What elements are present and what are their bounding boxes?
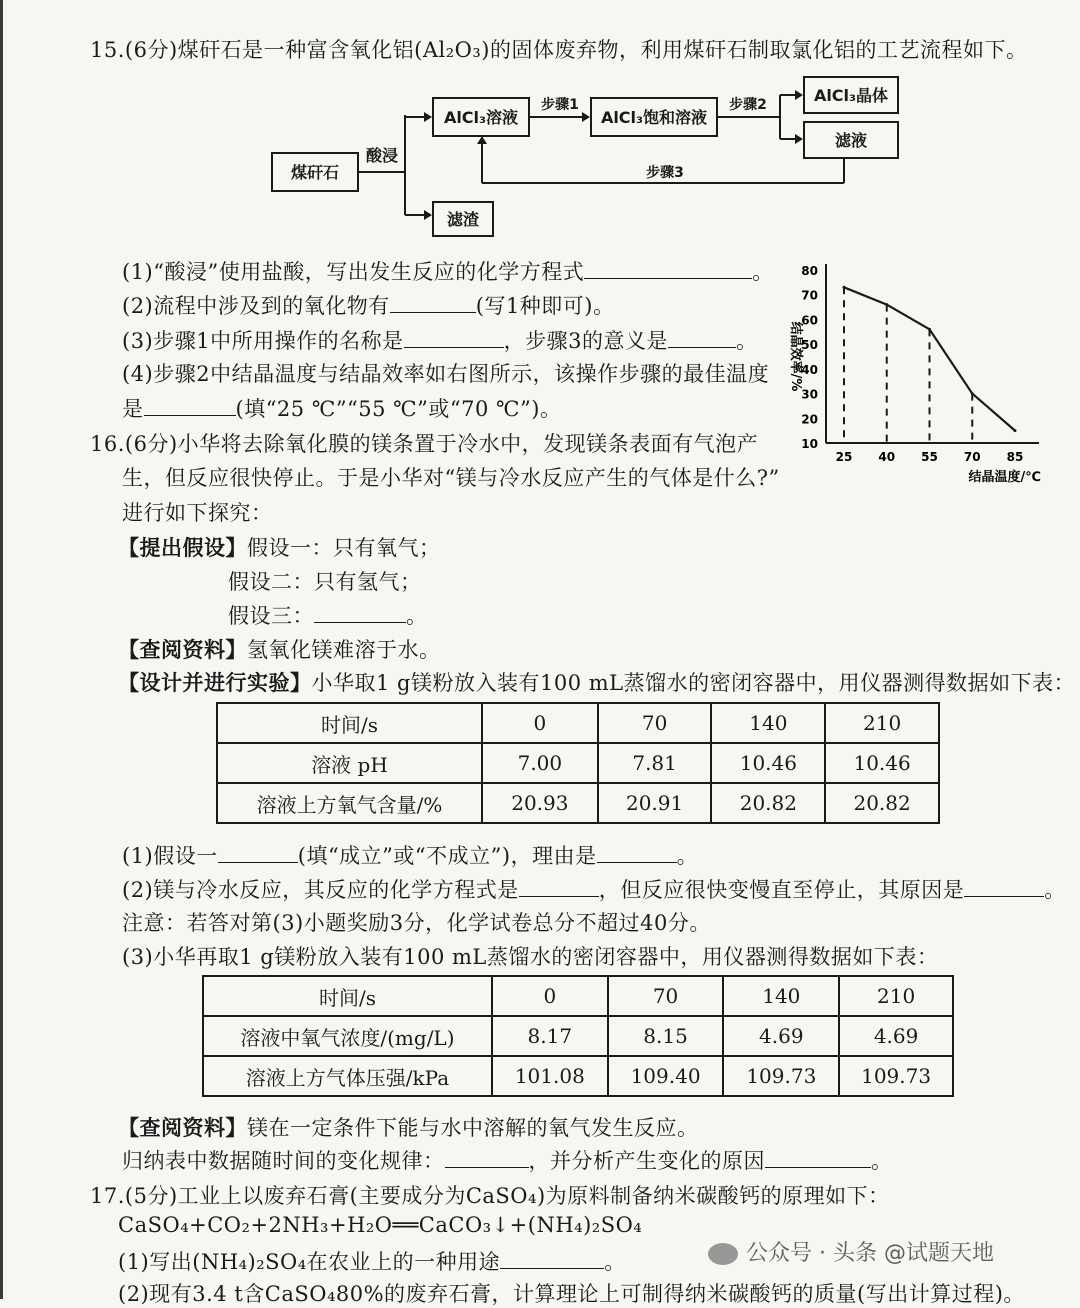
q17-sub1-end: 。 — [604, 1250, 626, 1274]
flow-raw: 煤矸石 — [290, 163, 340, 182]
table-cell: 7.81 — [598, 743, 712, 783]
answer-blank[interactable] — [765, 1149, 871, 1168]
q17-intro: 17.(5分)工业上以废弃石膏(主要成分为CaSO₄)为原料制备纳米碳酸钙的原理如下： — [90, 1184, 890, 1208]
answer-blank[interactable] — [584, 260, 752, 279]
q16-sub1-end: 。 — [676, 844, 699, 868]
wechat-icon — [708, 1243, 738, 1265]
answer-blank[interactable] — [445, 1149, 529, 1168]
q16-sub1-text: (1)假设一 — [122, 844, 218, 868]
hypothesis-tag: 【提出假设】 — [118, 535, 247, 560]
hypothesis-1 — [118, 532, 441, 562]
q15-sub2-hint: (写1种即可)。 — [475, 294, 615, 318]
table-row — [203, 976, 953, 1016]
q17-sub2: (2)现有3.4 t含CaSO₄80%的废弃石膏，计算理论上可制得纳米碳酸钙的质量(写出计算过程)。 — [118, 1282, 1025, 1306]
answer-blank[interactable] — [390, 294, 476, 313]
x-tick-label: 55 — [921, 450, 938, 464]
answer-blank[interactable] — [668, 329, 736, 348]
x-tick-label: 70 — [963, 450, 981, 464]
q16-sub2-end: 。 — [1044, 878, 1066, 902]
reference-tag: 【查阅资料】 — [118, 1115, 247, 1140]
q15-sub4-b: 是 — [122, 397, 144, 421]
q15-sub3-text2: ，步骤3的意义是 — [503, 329, 668, 353]
q15-sub2 — [122, 290, 615, 320]
hypothesis-2: 假设二：只有氢气； — [228, 570, 422, 594]
q15-sub3: (3)步骤1中所用操作的名称是 ，步骤3的意义是 。 — [122, 329, 758, 353]
data-point — [928, 328, 931, 331]
table-cell: 109.73 — [839, 1056, 953, 1096]
hypothesis-3-end: 。 — [406, 604, 428, 628]
table-cell: 109.73 — [723, 1056, 839, 1096]
x-tick-label: 85 — [1006, 450, 1024, 464]
table-cell: 20.82 — [711, 783, 825, 823]
q16-sub3: (3)小华再取1 g镁粉放入装有100 mL蒸馏水的密闭容器中，用仪器测得数据如下表： — [122, 945, 939, 969]
table-row — [217, 703, 939, 743]
row-header-cell: 时间/s — [217, 703, 482, 743]
q17-sub1 — [118, 1246, 626, 1276]
crystallization-chart — [778, 258, 1048, 488]
data-point — [843, 286, 846, 289]
table-cell: 210 — [825, 703, 939, 743]
watermark-text: 公众号 · 头条 @试题天地 — [746, 1241, 994, 1266]
q17-sub1-text: (1)写出(NH₄)₂SO₄在农业上的一种用途 — [118, 1250, 501, 1274]
table-cell: 70 — [608, 976, 724, 1016]
table-row — [203, 1016, 953, 1056]
q16-sub2-text2: ，但反应很快变慢直至停止，其原因是 — [598, 878, 965, 902]
answer-blank[interactable] — [519, 878, 599, 897]
y-tick-label: 80 — [801, 264, 818, 278]
table-cell: 7.00 — [482, 743, 598, 783]
q15-sub1-text: (1)“酸浸”使用盐酸，写出发生反应的化学方程式 — [122, 260, 585, 284]
row-header-cell: 时间/s — [203, 976, 492, 1016]
q15-sub4: (4)步骤2中结晶温度与结晶效率如右图所示，该操作步骤的最佳温度 — [122, 362, 770, 386]
q15-sub4b — [122, 393, 561, 423]
y-axis-label: 结晶效率/% — [788, 321, 803, 392]
x-axis-label: 结晶温度/℃ — [968, 470, 1041, 485]
y-tick-label: 30 — [801, 387, 818, 402]
flow-step2: 步骤2 — [729, 97, 767, 113]
table-cell: 8.17 — [492, 1016, 608, 1056]
q15-sub1: (1)“酸浸”使用盐酸，写出发生反应的化学方程式 。 — [122, 260, 774, 284]
table-row — [217, 743, 939, 783]
flow-step3: 步骤3 — [646, 165, 684, 181]
y-tick-label: 70 — [801, 288, 818, 303]
flow-saturated: AlCl₃饱和溶液 — [600, 108, 708, 127]
flow-solution: AlCl₃溶液 — [443, 108, 519, 127]
data-table-1 — [216, 702, 940, 824]
table-cell: 101.08 — [492, 1056, 608, 1096]
table-cell: 109.40 — [608, 1056, 724, 1096]
table-cell: 4.69 — [723, 1016, 839, 1056]
table-cell: 210 — [839, 976, 953, 1016]
q16-sub1-text2: (填“成立”或“不成立”)，理由是 — [297, 844, 597, 868]
q16-sub1 — [122, 840, 698, 870]
answer-blank[interactable] — [404, 329, 504, 348]
q15-sub3-text: (3)步骤1中所用操作的名称是 — [122, 329, 404, 353]
summary-text: 归纳表中数据随时间的变化规律： — [122, 1149, 445, 1173]
answer-blank[interactable] — [144, 397, 236, 416]
answer-blank[interactable] — [964, 878, 1044, 897]
table-cell: 20.91 — [598, 783, 712, 823]
table-cell: 20.82 — [825, 783, 939, 823]
hypothesis-1-text: 假设一：只有氧气； — [247, 536, 441, 560]
experiment-tag: 【设计并进行实验】 — [118, 670, 312, 695]
summary-text2: ，并分析产生变化的原因 — [528, 1149, 765, 1173]
table-cell: 8.15 — [608, 1016, 724, 1056]
table-cell: 10.46 — [711, 743, 825, 783]
data-table-2 — [202, 975, 954, 1097]
y-tick-label: 20 — [801, 412, 818, 427]
q16-sub2 — [122, 874, 1066, 904]
table-row — [203, 1056, 953, 1096]
table-cell: 4.69 — [839, 1016, 953, 1056]
x-tick-label: 40 — [878, 450, 896, 464]
flow-filtrate: 滤液 — [834, 131, 868, 150]
table-cell: 70 — [598, 703, 712, 743]
answer-blank[interactable] — [314, 604, 406, 623]
table-cell: 20.93 — [482, 783, 598, 823]
y-tick-label: 40 — [801, 362, 818, 377]
q15-sub4-c: (填“25 ℃”“55 ℃”或“70 ℃”)。 — [235, 397, 562, 421]
summary-end: 。 — [871, 1149, 893, 1173]
flow-crystal: AlCl₃晶体 — [813, 86, 889, 105]
data-point — [885, 303, 888, 306]
row-header-cell: 溶液 pH — [217, 743, 482, 783]
table-cell: 0 — [492, 976, 608, 1016]
hypothesis-3 — [228, 600, 428, 630]
table-cell: 10.46 — [825, 743, 939, 783]
x-tick-label: 25 — [835, 450, 853, 464]
data-point — [1014, 429, 1017, 432]
row-header-cell: 溶液上方气体压强/kPa — [203, 1056, 492, 1096]
table-cell: 0 — [482, 703, 598, 743]
reference-text: 氢氧化镁难溶于水。 — [247, 638, 441, 662]
row-header-cell: 溶液上方氧气含量/% — [217, 783, 482, 823]
q16-sub2-text: (2)镁与冷水反应，其反应的化学方程式是 — [122, 878, 519, 902]
experiment — [118, 667, 1075, 697]
reference-2 — [118, 1112, 699, 1142]
row-header-cell: 溶液中氧气浓度/(mg/L) — [203, 1016, 492, 1056]
q16-intro3: 进行如下探究： — [122, 501, 273, 525]
answer-blank[interactable] — [597, 844, 677, 863]
table-cell: 140 — [711, 703, 825, 743]
q15-intro: 15.(6分)煤矸石是一种富含氧化铝(Al₂O₃)的固体废弃物，利用煤矸石制取氯化铝的工艺流程如下。 — [90, 38, 1028, 62]
flow-step1: 步骤1 — [541, 97, 579, 113]
watermark — [708, 1236, 994, 1267]
y-tick-label: 50 — [801, 338, 818, 353]
flowchart — [260, 75, 910, 245]
table-cell: 140 — [723, 976, 839, 1016]
y-tick-label: 10 — [801, 437, 818, 451]
flow-residue: 滤渣 — [446, 210, 480, 229]
q17-equation: CaSO₄+CO₂+2NH₃+H₂O══CaCO₃↓+(NH₄)₂SO₄ — [118, 1213, 643, 1237]
hypothesis-3-text: 假设三： — [228, 604, 314, 628]
q16-summary — [122, 1145, 893, 1175]
bonus-note: 注意：若答对第(3)小题奖励3分，化学试卷总分不超过40分。 — [122, 911, 711, 935]
table-row — [217, 783, 939, 823]
data-point — [971, 392, 974, 395]
q16-intro1: 16.(6分)小华将去除氧化膜的镁条置于冷水中，发现镁条表面有气泡产 — [90, 432, 759, 456]
q16-intro2: 生，但反应很快停止。于是小华对“镁与冷水反应产生的气体是什么?” — [122, 466, 780, 490]
reference-tag: 【查阅资料】 — [118, 637, 247, 662]
page-edge — [0, 0, 3, 1299]
flow-acid: 酸浸 — [365, 146, 399, 165]
q15-sub2-text: (2)流程中涉及到的氧化物有 — [122, 294, 390, 318]
reference-2-text: 镁在一定条件下能与水中溶解的氧气发生反应。 — [247, 1116, 699, 1140]
answer-blank[interactable] — [500, 1250, 604, 1269]
answer-blank[interactable] — [218, 844, 298, 863]
y-tick-label: 60 — [801, 313, 818, 328]
reference-1 — [118, 634, 441, 664]
experiment-text: 小华取1 g镁粉放入装有100 mL蒸馏水的密闭容器中，用仪器测得数据如下表： — [311, 671, 1076, 695]
